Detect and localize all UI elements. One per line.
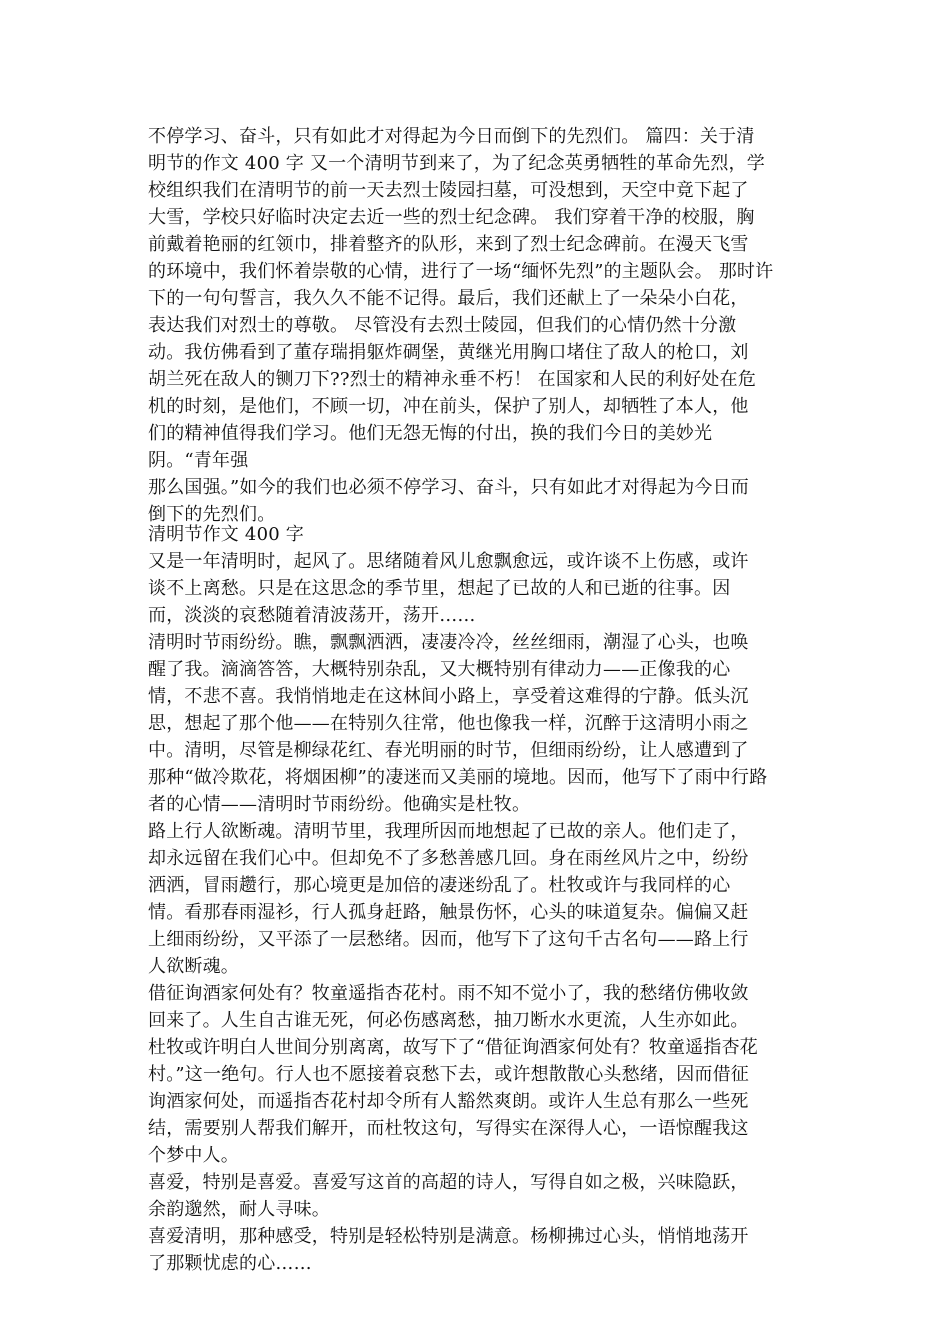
text-line: 表达我们对烈士的尊敬。 尽管没有去烈士陵园，但我们的心情仍然十分激 bbox=[148, 315, 737, 336]
text-line: 不停学习、奋斗，只有如此才对得起为今日而倒下的先烈们。 篇四：关于清 bbox=[148, 126, 755, 147]
text-line: 上细雨纷纷，又平添了一层愁绪。因而，他写下了这句千古名句——路上行 bbox=[148, 929, 749, 950]
text-line: 前戴着艳丽的红领巾，排着整齐的队形，来到了烈士纪念碑前。在漫天飞雪 bbox=[148, 234, 749, 255]
text-line: 而，淡淡的哀愁随着清波荡开，荡开…… bbox=[148, 605, 476, 626]
text-line: 机的时刻，是他们，不顾一切，冲在前头，保护了别人，却牺牲了本人，他 bbox=[148, 396, 749, 417]
text-line: 询酒家何处，而遥指杏花村却令所有人豁然爽朗。或许人生总有那么一些死 bbox=[148, 1091, 749, 1112]
text-line: 校组织我们在清明节的前一天去烈士陵园扫墓，可没想到，天空中竟下起了 bbox=[148, 180, 749, 201]
text-line: 的环境中，我们怀着崇敬的心情，进行了一场“缅怀先烈”的主题队会。 那时许 bbox=[148, 261, 774, 282]
text-line: 喜爱清明，那种感受，特别是轻松特别是满意。杨柳拂过心头，悄悄地荡开 bbox=[148, 1226, 749, 1247]
text-line: 余韵邈然，耐人寻味。 bbox=[148, 1199, 330, 1220]
text-line: 倒下的先烈们。 bbox=[148, 504, 276, 525]
essay-section-two bbox=[148, 521, 808, 1277]
text-line: 杜牧或许明白人世间分别离离，故写下了“借征询酒家何处有？牧童遥指杏花 bbox=[148, 1037, 758, 1058]
text-line: 清明时节雨纷纷。瞧，飘飘洒洒，凄凄冷冷，丝丝细雨，潮湿了心头，也唤 bbox=[148, 632, 749, 653]
text-line: 喜爱，特别是喜爱。喜爱写这首的高超的诗人，写得自如之极，兴味隐跃， bbox=[148, 1172, 749, 1193]
text-line: 回来了。人生自古谁无死，何必伤感离愁，抽刀断水水更流，人生亦如此。 bbox=[148, 1010, 749, 1031]
text-line: 下的一句句誓言，我久久不能不记得。最后，我们还献上了一朵朵小白花， bbox=[148, 288, 749, 309]
text-line: 者的心情——清明时节雨纷纷。他确实是杜牧。 bbox=[148, 794, 531, 815]
text-line: 又是一年清明时，起风了。思绪随着风儿愈飘愈远，或许谈不上伤感，或许 bbox=[148, 551, 749, 572]
text-line: 路上行人欲断魂。清明节里，我理所因而地想起了已故的亲人。他们走了， bbox=[148, 821, 749, 842]
text-line: 动。我仿佛看到了董存瑞捐躯炸碉堡，黄继光用胸口堵住了敌人的枪口，刘 bbox=[148, 342, 749, 363]
text-line: 那种“做冷欺花，将烟困柳”的凄迷而又美丽的境地。因而，他写下了雨中行路 bbox=[148, 767, 768, 788]
text-line: 明节的作文 400 字 又一个清明节到来了，为了纪念英勇牺牲的革命先烈，学 bbox=[148, 153, 765, 174]
essay-title: 清明节作文 400 字 bbox=[148, 524, 304, 545]
text-line: 醒了我。滴滴答答，大概特别杂乱，又大概特别有律动力——正像我的心 bbox=[148, 659, 731, 680]
text-line: 思，想起了那个他——在特别久往常，他也像我一样，沉醉于这清明小雨之 bbox=[148, 713, 749, 734]
text-line: 胡兰死在敌人的铡刀下??烈士的精神永垂不朽！ 在国家和人民的利好处在危 bbox=[148, 369, 757, 390]
text-line: 却永远留在我们心中。但却免不了多愁善感几回。身在雨丝风片之中，纷纷 bbox=[148, 848, 749, 869]
text-line: 那么国强。”如今的我们也必须不停学习、奋斗，只有如此才对得起为今日而 bbox=[148, 477, 749, 498]
text-line: 中。清明，尽管是柳绿花红、春光明丽的时节，但细雨纷纷，让人感遭到了 bbox=[148, 740, 749, 761]
text-line: 个梦中人。 bbox=[148, 1145, 239, 1166]
essay-section-one bbox=[148, 123, 808, 528]
text-line: 大雪，学校只好临时决定去近一些的烈士纪念碑。 我们穿着干净的校服，胸 bbox=[148, 207, 755, 228]
text-line: 村。”这一绝句。行人也不愿接着哀愁下去，或许想散散心头愁绪，因而借征 bbox=[148, 1064, 749, 1085]
text-line: 们的精神值得我们学习。他们无怨无悔的付出，换的我们今日的美妙光 bbox=[148, 423, 713, 444]
text-line: 结，需要别人帮我们解开，而杜牧这句，写得实在深得人心，一语惊醒我这 bbox=[148, 1118, 749, 1139]
text-line: 阴。“青年强 bbox=[148, 450, 249, 471]
text-line: 人欲断魂。 bbox=[148, 956, 239, 977]
text-line: 谈不上离愁。只是在这思念的季节里，想起了已故的人和已逝的往事。因 bbox=[148, 578, 731, 599]
text-line: 了那颗忧虑的心…… bbox=[148, 1253, 312, 1274]
text-line: 洒洒，冒雨趱行，那心境更是加倍的凄迷纷乱了。杜牧或许与我同样的心 bbox=[148, 875, 731, 896]
text-line: 借征询酒家何处有？牧童遥指杏花村。雨不知不觉小了，我的愁绪仿佛收敛 bbox=[148, 983, 749, 1004]
text-line: 情，不悲不喜。我悄悄地走在这林间小路上，享受着这难得的宁静。低头沉 bbox=[148, 686, 749, 707]
text-line: 情。看那春雨湿衫，行人孤身赶路，触景伤怀，心头的味道复杂。偏偏又赶 bbox=[148, 902, 749, 923]
